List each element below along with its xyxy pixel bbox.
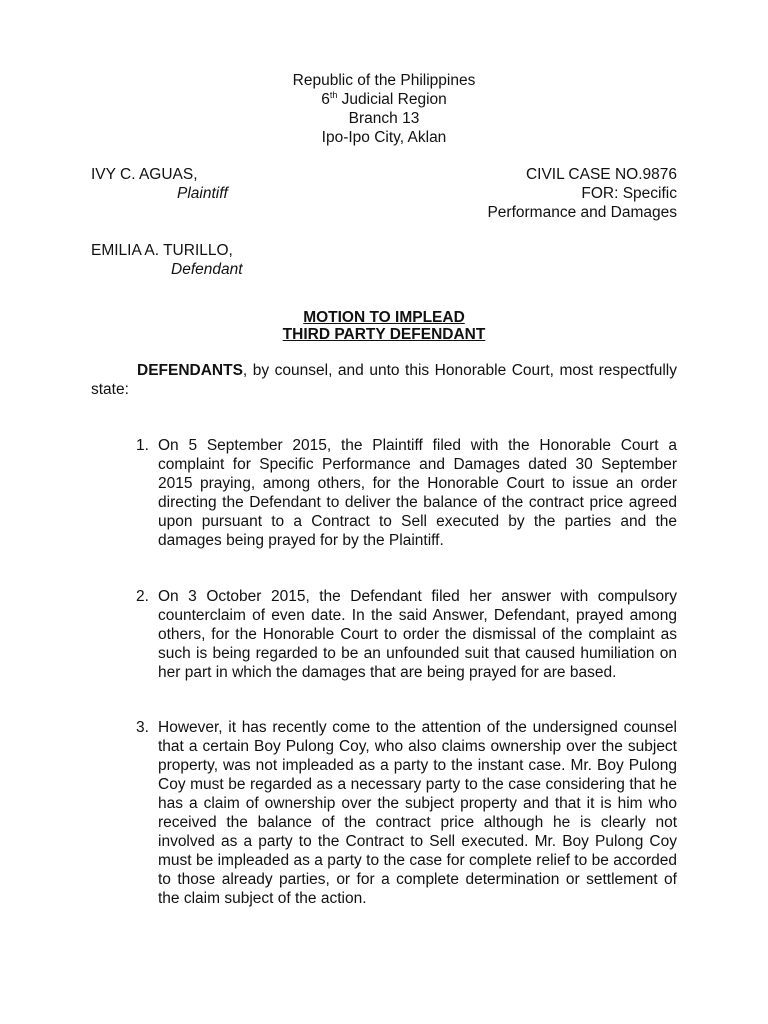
numbered-paragraph-1 xyxy=(91,436,677,550)
defendant-role: Defendant xyxy=(171,261,243,278)
intro-paragraph xyxy=(91,361,677,399)
court-header xyxy=(0,71,768,147)
intro-text: , by counsel, and unto this Honorable Court, most respectfully state: xyxy=(91,362,677,398)
motion-title-line1: MOTION TO IMPLEAD xyxy=(303,309,465,326)
defendant-name: EMILIA A. TURILLO, xyxy=(91,242,233,259)
branch-line: Branch 13 xyxy=(348,110,420,127)
republic-line: Republic of the Philippines xyxy=(292,72,476,89)
region-suffix: th xyxy=(329,89,338,100)
region-text: Judicial Region xyxy=(337,91,447,108)
case-nature: Performance and Damages xyxy=(487,204,677,221)
paragraph-number: 1. xyxy=(136,437,149,454)
case-info-block xyxy=(357,165,677,222)
paragraph-text: On 5 September 2015, the Plaintiff filed with the Honorable Court a complaint for Specific Performance and Damages dated 30 September 2015 praying, among others, for the Honorable Court to issue an order directing the Defendant to deliver the balance of the contract price agreed upon pursuant to a Contract to Sell executed by the parties and the damages being prayed for by the Plaintiff. xyxy=(158,437,677,549)
paragraph-text: On 3 October 2015, the Defendant filed her answer with compulsory counterclaim of even date. In the said Answer, Defendant, prayed among others, for the Honorable Court to order the dismissal of the complaint as such is being regarded to be an unfounded suit that caused humiliation on her part in which the damages that are being prayed for are based. xyxy=(158,588,677,681)
judicial-region-line xyxy=(0,90,768,109)
motion-title xyxy=(0,308,768,342)
case-for: FOR: Specific xyxy=(581,185,677,202)
paragraph-text: However, it has recently come to the attention of the undersigned counsel that a certain Boy Pulong Coy, who also claims ownership over the subject property, was not impleaded as a party to the instant case. Mr. Boy Pulong Coy must be regarded as a necessary party to the case considering that he has a claim of ownership over the subject property and that it is him who received the balance of the contract price although he is clearly not involved as a party to the Contract to Sell executed. Mr. Boy Pulong Coy must be impleaded as a party to the case for complete relief to be accorded to those already parties, or for a complete determination or settlement of the claim subject of the action. xyxy=(158,719,677,907)
plaintiff-name: IVY C. AGUAS, xyxy=(91,166,198,183)
plaintiff-role: Plaintiff xyxy=(177,185,228,202)
case-number: CIVIL CASE NO.9876 xyxy=(525,166,677,183)
paragraph-number: 2. xyxy=(136,588,149,605)
city-line: Ipo-Ipo City, Aklan xyxy=(321,129,447,146)
intro-lead: DEFENDANTS xyxy=(137,362,243,379)
numbered-paragraph-2 xyxy=(91,587,677,682)
numbered-paragraph-3 xyxy=(91,718,677,908)
region-number: 6 xyxy=(321,91,330,108)
defendant-block xyxy=(91,241,411,279)
motion-title-line2: THIRD PARTY DEFENDANT xyxy=(282,326,486,343)
paragraph-number: 3. xyxy=(136,719,149,736)
